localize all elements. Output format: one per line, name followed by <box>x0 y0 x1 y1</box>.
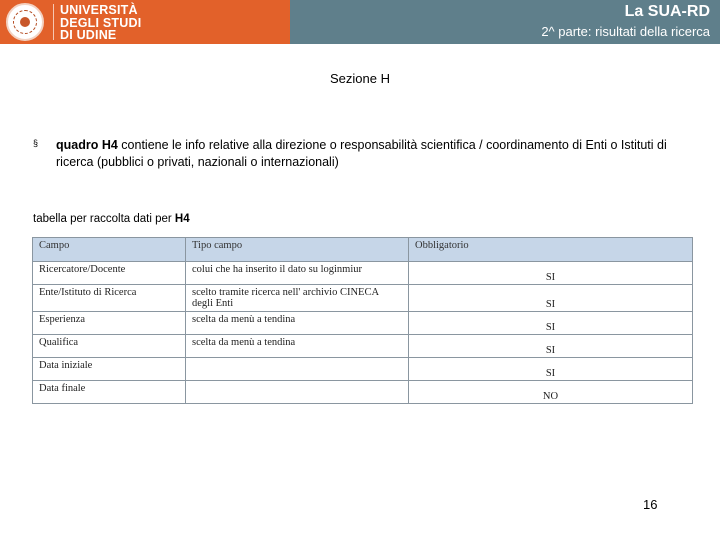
table-cell: Data finale <box>33 381 186 404</box>
header-bar <box>0 0 720 44</box>
bullet-text: contiene le info relative alla direzione o responsabilità scientifica / coordinamento di Enti o Istituti di ricerca (pubblici o privati, nazionali o internazionali) <box>56 138 667 169</box>
university-logo <box>0 0 290 44</box>
table-cell: Esperienza <box>33 312 186 335</box>
caption-bold: H4 <box>174 213 190 225</box>
table-cell: scelta da menù a tendina <box>186 312 409 335</box>
university-name-line-3: DI UDINE <box>60 28 117 42</box>
table-row <box>33 285 693 312</box>
table-row <box>33 262 693 285</box>
university-name-line-1: UNIVERSITÀ <box>60 3 138 17</box>
table-header-row <box>33 238 693 262</box>
h4-data-table <box>32 237 693 404</box>
slide-subtitle: 2^ parte: risultati della ricerca <box>541 24 710 39</box>
table-cell <box>186 358 409 381</box>
table-cell: scelto tramite ricerca nell' archivio CINECA degli Enti <box>186 285 409 312</box>
table-cell: Data iniziale <box>33 358 186 381</box>
table-caption <box>33 213 190 225</box>
table-cell: NO <box>409 381 693 404</box>
table-row <box>33 335 693 358</box>
table-cell: SI <box>409 312 693 335</box>
page-number: 16 <box>643 497 658 512</box>
bullet-paragraph <box>56 137 706 171</box>
table-row <box>33 312 693 335</box>
table-cell: SI <box>409 335 693 358</box>
table-row <box>33 358 693 381</box>
table-cell: SI <box>409 358 693 381</box>
section-title: Sezione H <box>330 71 390 86</box>
table-cell: Qualifica <box>33 335 186 358</box>
bullet-marker: § <box>33 138 39 148</box>
university-name-line-2: DEGLI STUDI <box>60 15 142 30</box>
bullet-bold-label: quadro H4 <box>56 138 118 152</box>
caption-text: tabella per raccolta dati per <box>33 213 175 225</box>
header-cell-campo: Campo <box>33 238 186 262</box>
table-cell <box>186 381 409 404</box>
table-row <box>33 381 693 404</box>
slide-title: La SUA-RD <box>624 3 710 20</box>
university-name <box>60 4 180 42</box>
table-cell: SI <box>409 285 693 312</box>
university-seal-icon <box>6 3 44 41</box>
table-cell: colui che ha inserito il dato su loginmiur <box>186 262 409 285</box>
header-cell-tipo-campo: Tipo campo <box>186 238 409 262</box>
header-cell-obbligatorio: Obbligatorio <box>409 238 693 262</box>
table-cell: Ente/Istituto di Ricerca <box>33 285 186 312</box>
table-cell: Ricercatore/Docente <box>33 262 186 285</box>
table-cell: scelta da menù a tendina <box>186 335 409 358</box>
logo-divider <box>53 4 54 40</box>
table-cell: SI <box>409 262 693 285</box>
